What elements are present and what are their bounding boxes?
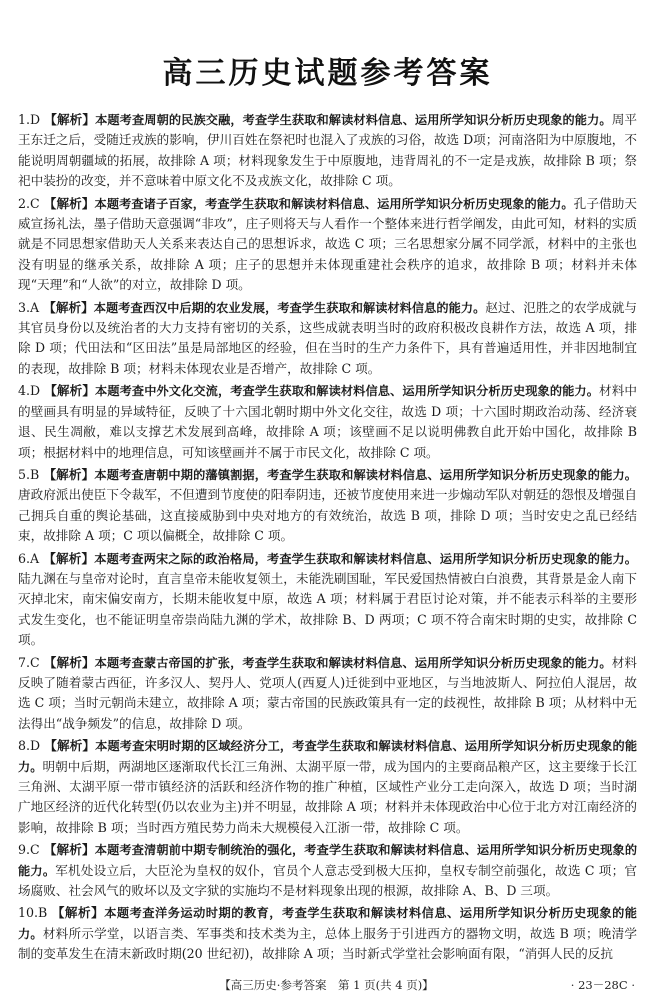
question-number: 6.A [18, 550, 40, 566]
analysis-tag: 【解析】 [43, 299, 94, 315]
analysis-body: 赵过、氾胜之的农学成就与其官员身份以及统治者的大力支持有密切的关系，这些成就表明当时的政府积极改良耕作方法，故选 A 项，排除 D 项；代田法和“区田法”虽是局部地区的经验，但在当时的生产力条件下，具有普遍适用性，并非因地制宜的表现，故排除 B 项；材料未体现农业是否增产，故排除 C 项。 [18, 299, 638, 376]
answer-item-4 [18, 381, 637, 463]
footer-page-info: 【高三历史·参考答案 第 1 页(共 4 页)】 [219, 978, 434, 992]
analysis-tag: 【解析】 [51, 905, 105, 921]
analysis-tag: 【解析】 [44, 383, 96, 399]
analysis-tag: 【解析】 [44, 112, 96, 127]
answer-item-9 [18, 840, 637, 901]
analysis-lead: 本题考查洋务运动时期的教育，考查学生获取和解读材料信息、运用所学知识分析历史现象的能力。 [18, 906, 637, 941]
question-number: 5.B [18, 466, 40, 482]
answer-item-10 [18, 903, 637, 964]
analysis-body: 陆九渊在与皇帝对论时，直言皇帝未能收复领土，未能洗刷国耻，军民爱国热情被白白浪费，其背景是金人南下灭掉北宋，南宋偏安南方，长期未能收复中原，故选 A 项；材料属于君臣讨论对策，并不能表示科举的主要形式发生变化，也不能证明皇帝崇尚陆九渊的学术，故排除 B、D 两项；C 项不符合南宋时期的史实，故排除 C 项。 [18, 570, 637, 648]
question-number: 1.D [18, 112, 41, 127]
analysis-body: 军机处设立后，大臣沦为皇权的奴仆，官员个人意志受到极大压抑，皇权专制空前强化，故选 C 项；官场腐败、社会风气的败坏以及文字狱的实施均不是材料现象出现的根源，故排除 A、B、D 三项。 [18, 862, 637, 899]
question-number: 7.C [18, 654, 40, 670]
question-number: 9.C [18, 842, 40, 858]
analysis-lead: 本题考查诸子百家，考查学生获取和解读材料信息、运用所学知识分析历史现象的能力。 [94, 196, 574, 211]
answer-text [18, 381, 637, 463]
answer-item-2 [18, 194, 637, 296]
analysis-body: 材料反映了随着蒙古西征，许多汉人、契丹人、党项人(西夏人)迁徙到中亚地区，与当地波斯人、阿拉伯人混居，故选 C 项；当时元朝尚未建立，故排除 A 项；蒙古帝国的民族政策具有一定的歧视性，故排除 B 项；从材料中无法得出“战争频发”的信息，故排除 D 项。 [18, 654, 638, 731]
analysis-body: 周平王东迁之后，受随迁戎族的影响，伊川百姓在祭祀时也混入了戎族的习俗，故选 D项；河南洛阳为中原腹地，不能说明周朝疆域的拓展，故排除 A 项；材料现象发生于中原腹地，违背周礼的不一定是戎族，故排除 B 项；祭祀中装扮的改变，并不意味着中原文化不及戎族文化，故排除 C 项。 [18, 112, 638, 189]
analysis-tag: 【解析】 [43, 195, 95, 211]
question-number: 4.D [18, 383, 41, 399]
page-footer [0, 973, 653, 997]
analysis-tag: 【解析】 [43, 466, 95, 482]
answer-item-3 [18, 298, 637, 380]
analysis-body: 孔子借助天威宣扬礼法，墨子借助天意强调“非攻”，庄子则将天与人看作一个整体来进行哲学阐发，由此可知，材料的实质就是不同思想家借助天人关系来表达自己的思想诉求，故选 C 项；三名思想家分属不同学派，材料中的主张也没有明显的继承关系，故排除 A 项；庄子的思想并未体现重建社会秩序的追求，故排除 B 项；材料并未体现“天理”和“人欲”的对立，故排除 D 项。 [18, 195, 637, 293]
answer-text [18, 653, 637, 735]
analysis-lead: 本题考查周朝的民族交融，考查学生获取和解读材料信息、运用所学知识分析历史现象的能力。 [95, 113, 612, 127]
analysis-lead: 本题考查西汉中后期的农业发展，考查学生获取和解读材料信息的能力。 [93, 300, 486, 315]
question-number: 8.D [18, 738, 41, 754]
analysis-tag: 【解析】 [43, 654, 95, 670]
analysis-lead: 本题考查宋明时期的区域经济分工，考查学生获取和解读材料信息、运用所学知识分析历史现象的能力。 [18, 739, 638, 774]
answer-text [18, 298, 637, 380]
analysis-body: 材料中的壁画具有明显的异域特征，反映了十六国北朝时期中外文化交往，故选 D 项；十六国时期政治动荡、经济衰退、民生凋敝，难以支撑艺术发展到高峰，故排除 A 项；该壁画不足以说明佛教自此开始中国化，故排除 B 项；根据材料中的地理信息，可知该壁画并不属于市民文化，故排除 C 项。 [18, 383, 638, 460]
analysis-lead: 本题考查中外文化交流，考查学生获取和解读材料信息、运用所学知识分析历史现象的能力。 [95, 384, 600, 399]
answer-text [18, 903, 637, 964]
answer-item-6 [18, 549, 637, 651]
analysis-lead: 本题考查清朝前中期专制统治的强化，考查学生获取和解读材料信息、运用所学知识分析历史现象的能力。 [18, 843, 638, 878]
analysis-tag: 【解析】 [43, 842, 95, 858]
analysis-tag: 【解析】 [44, 738, 96, 754]
answer-text [18, 110, 637, 192]
analysis-tag: 【解析】 [43, 550, 95, 566]
answer-text [18, 840, 637, 901]
analysis-lead: 本题考查唐朝中期的藩镇割据，考查学生获取和解读材料信息、运用所学知识分析历史现象的能力。 [94, 467, 637, 482]
page-title: 高三历史试题参考答案 [162, 56, 493, 91]
answer-text [18, 465, 637, 547]
analysis-body: 材料所示学堂，以语言类、军事类和技术类为主，总体上服务于引进西方的器物文明，故选 B 项；晚清学制的变革发生在清末新政时期(20 世纪初)，故排除 A 项；当时新式学堂社会影响面有限，“消弭人民的反抗 [18, 925, 638, 962]
footer-paper-code: · 23－28C · [570, 978, 635, 992]
answer-text [18, 736, 637, 838]
question-number: 3.A [18, 299, 40, 315]
answer-item-8 [18, 736, 637, 838]
question-number: 2.C [18, 195, 40, 211]
analysis-lead: 本题考查蒙古帝国的扩张，考查学生获取和解读材料信息、运用所学知识分析历史现象的能力。 [94, 655, 612, 670]
answer-text [18, 194, 637, 296]
analysis-lead: 本题考查两宋之际的政治格局，考查学生获取和解读材料信息、运用所学知识分析历史现象的能力。 [94, 551, 637, 566]
analysis-body: 明朝中后期，两湖地区逐渐取代长江三角洲、太湖平原一带，成为国内的主要商品粮产区，这主要缘于长江三角洲、太湖平原一带市镇经济的活跃和经济作物的推广种植，区域性产业分工走向深入，故选 D 项；当时湖广地区经济的近代化转型(仍以农业为主)并不明显，故排除 A 项；材料并未体现政治中心位于北方对江南经济的影响，故排除 B 项；当时西方殖民势力尚未大规模侵入江浙一带，故排除 C 项。 [18, 758, 638, 835]
answer-text [18, 549, 637, 651]
answer-item-5 [18, 465, 637, 547]
question-number: 10.B [18, 905, 48, 921]
answer-list [18, 110, 637, 965]
answer-item-1 [18, 110, 637, 192]
answer-item-7 [18, 653, 637, 735]
analysis-body: 唐政府派出使臣下令裁军，不但遭到节度使的阳奉阴违，还被节度使用来进一步煽动军队对朝廷的怨恨及增强自己拥兵自重的舆论基础，这直接威胁到中央对地方的有效统治，故选 B 项，排除 D 项；当时安史之乱已经结束，故排除 A 项；C 项以偏概全，故排除 C 项。 [18, 487, 637, 544]
